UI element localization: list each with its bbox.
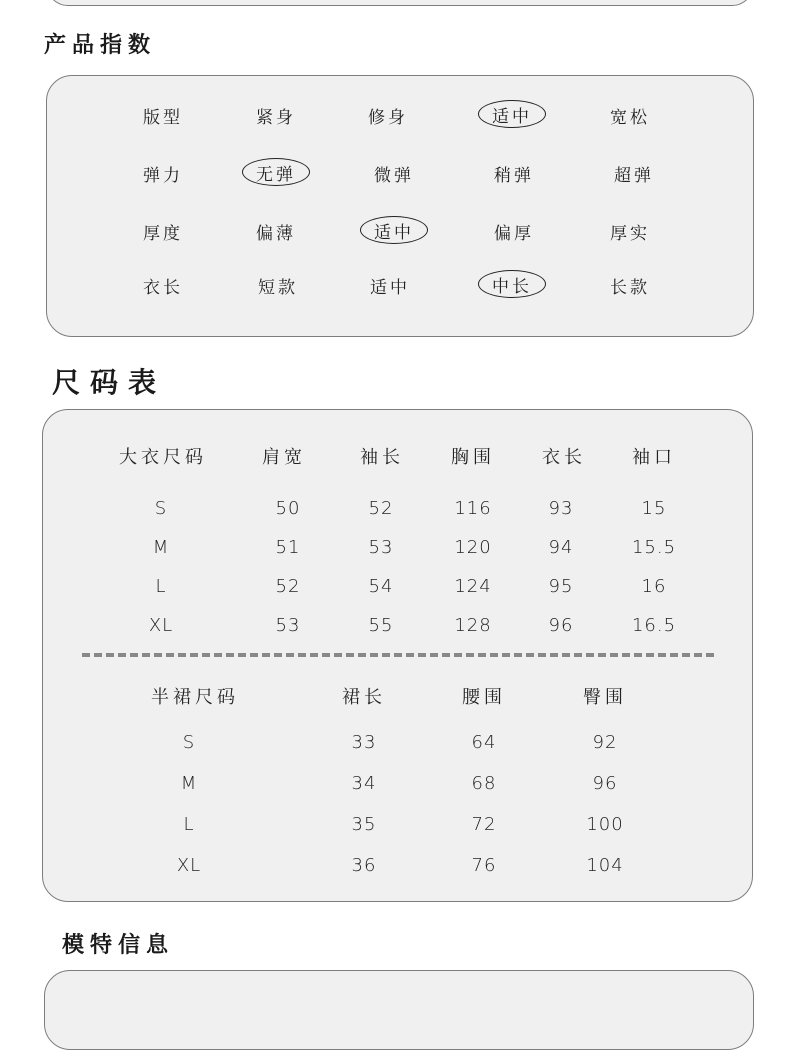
table-cell: 51 — [275, 537, 301, 558]
coat-header-cell: 大衣尺码 — [119, 447, 207, 468]
table-cell: 35 — [351, 814, 377, 835]
table-cell: 96 — [548, 615, 574, 636]
index-option: 修身 — [368, 107, 408, 128]
index-row-thickness — [47, 216, 753, 250]
index-option: 紧身 — [256, 107, 296, 128]
table-cell: 15.5 — [631, 537, 677, 558]
index-row-fit — [47, 100, 753, 134]
index-option-selected: 中长 — [478, 270, 546, 298]
table-cell: 16.5 — [631, 615, 677, 636]
index-option: 偏厚 — [494, 223, 534, 244]
index-row-length — [47, 270, 753, 304]
table-cell: 92 — [592, 732, 618, 753]
table-cell: 68 — [471, 773, 497, 794]
coat-header-cell: 袖长 — [360, 447, 404, 468]
index-label: 弹力 — [143, 165, 183, 186]
table-cell: 64 — [471, 732, 497, 753]
index-option: 短款 — [258, 277, 298, 298]
table-cell: M — [152, 537, 170, 558]
table-cell: 93 — [548, 498, 574, 519]
coat-header-cell: 衣长 — [542, 447, 586, 468]
index-option: 厚实 — [610, 223, 650, 244]
coat-header-cell: 胸围 — [451, 447, 495, 468]
index-option: 偏薄 — [256, 223, 296, 244]
model-info-panel — [44, 970, 754, 1050]
table-cell: L — [183, 814, 195, 835]
index-option: 超弹 — [614, 165, 654, 186]
table-cell: L — [155, 576, 167, 597]
index-row-stretch — [47, 158, 753, 192]
table-cell: 50 — [275, 498, 301, 519]
table-cell: 52 — [275, 576, 301, 597]
table-cell: 15 — [641, 498, 667, 519]
table-cell: S — [154, 498, 168, 519]
table-cell: M — [180, 773, 198, 794]
table-cell: 55 — [368, 615, 394, 636]
table-cell: 100 — [586, 814, 624, 835]
table-cell: 124 — [454, 576, 492, 597]
index-option: 适中 — [370, 277, 410, 298]
product-index-title: 产品指数 — [44, 33, 157, 58]
index-option-selected: 适中 — [478, 100, 546, 128]
size-chart-title: 尺码表 — [52, 366, 167, 399]
table-cell: 33 — [351, 732, 377, 753]
skirt-header-cell: 腰围 — [462, 687, 506, 708]
index-option: 宽松 — [610, 107, 650, 128]
table-cell: 52 — [368, 498, 394, 519]
table-cell: 128 — [454, 615, 492, 636]
table-cell: XL — [176, 855, 202, 876]
index-option-selected: 适中 — [360, 216, 428, 244]
index-option-selected: 无弹 — [242, 158, 310, 186]
table-cell: 95 — [548, 576, 574, 597]
product-index-panel — [46, 75, 754, 337]
top-card-edge — [46, 0, 754, 6]
index-label: 版型 — [143, 107, 183, 128]
table-cell: S — [182, 732, 196, 753]
table-cell: 34 — [351, 773, 377, 794]
table-cell: XL — [148, 615, 174, 636]
skirt-header-cell: 裙长 — [342, 687, 386, 708]
index-option: 稍弹 — [494, 165, 534, 186]
table-cell: 36 — [351, 855, 377, 876]
table-cell: 76 — [471, 855, 497, 876]
coat-header-cell: 肩宽 — [262, 447, 306, 468]
table-cell: 94 — [548, 537, 574, 558]
skirt-header-cell: 臀围 — [583, 687, 627, 708]
table-cell: 104 — [586, 855, 624, 876]
table-cell: 54 — [368, 576, 394, 597]
table-cell: 53 — [368, 537, 394, 558]
table-cell: 53 — [275, 615, 301, 636]
model-info-title: 模特信息 — [62, 933, 175, 958]
index-option: 长款 — [610, 277, 650, 298]
index-label: 衣长 — [143, 277, 183, 298]
table-divider — [82, 653, 714, 657]
coat-header-cell: 袖口 — [632, 447, 676, 468]
index-label: 厚度 — [143, 223, 183, 244]
index-option: 微弹 — [374, 165, 414, 186]
table-cell: 72 — [471, 814, 497, 835]
skirt-header-cell: 半裙尺码 — [151, 687, 239, 708]
table-cell: 96 — [592, 773, 618, 794]
table-cell: 120 — [454, 537, 492, 558]
table-cell: 116 — [454, 498, 492, 519]
table-cell: 16 — [641, 576, 667, 597]
